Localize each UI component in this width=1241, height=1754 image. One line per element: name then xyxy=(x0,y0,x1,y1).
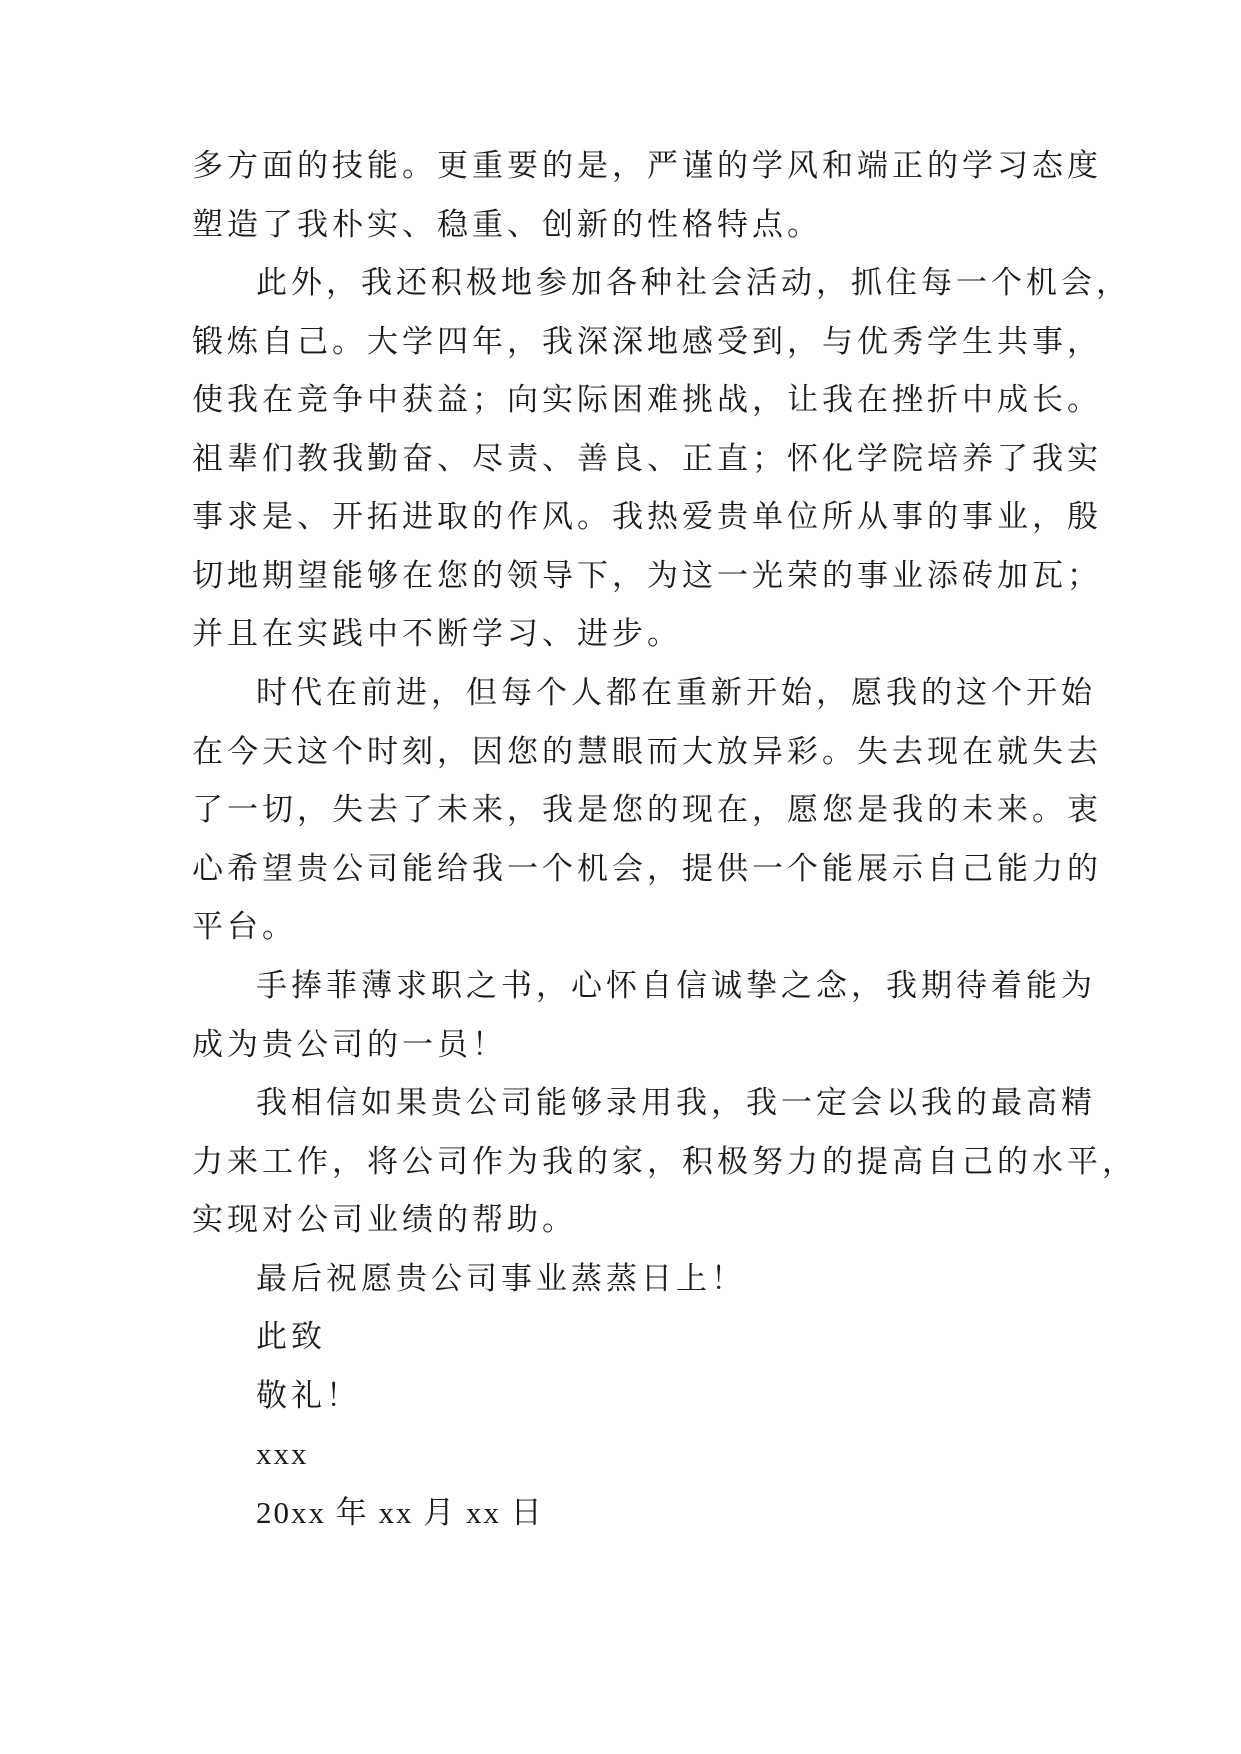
paragraph-line: 力来工作，将公司作为我的家，积极努力的提高自己的水平， xyxy=(192,1143,1137,1180)
paragraph-line: 锻炼自己。大学四年，我深深地感受到，与优秀学生共事， xyxy=(192,323,1102,360)
paragraph-line: 平台。 xyxy=(192,909,297,945)
date: 20xx 年 xx 月 xx 日 xyxy=(256,1495,544,1530)
paragraph-line: 了一切，失去了未来，我是您的现在，愿您是我的未来。衷 xyxy=(192,792,1102,828)
paragraph-line: 此外，我还积极地参加各种社会活动，抓住每一个机会， xyxy=(256,265,1131,301)
paragraph-4 xyxy=(192,957,1096,1074)
paragraph-line: 我相信如果贵公司能够录用我，我一定会以我的最高精 xyxy=(256,1085,1096,1121)
paragraph-line: 使我在竞争中获益；向实际困难挑战，让我在挫折中成长。 xyxy=(192,382,1102,418)
paragraph-5 xyxy=(192,1074,1137,1250)
paragraph-line: 实现对公司业绩的帮助。 xyxy=(192,1202,577,1238)
paragraph-line: 成为贵公司的一员！ xyxy=(192,1026,507,1063)
paragraph-line: 祖辈们教我勤奋、尽责、善良、正直；怀化学院培养了我实 xyxy=(192,440,1102,477)
paragraph-2 xyxy=(192,254,1131,664)
paragraph-line: 并且在实践中不断学习、进步。 xyxy=(192,616,682,652)
paragraph-3 xyxy=(192,664,1102,957)
paragraph-1 xyxy=(192,137,1102,254)
closing-regards: 敬礼！ xyxy=(256,1378,361,1414)
paragraph-line: 多方面的技能。更重要的是，严谨的学风和端正的学习态度 xyxy=(192,148,1102,184)
paragraph-line: 手捧菲薄求职之书，心怀自信诚挚之念，我期待着能为 xyxy=(256,968,1096,1004)
paragraph-line: 切地期望能够在您的领导下，为这一光荣的事业添砖加瓦； xyxy=(192,557,1102,594)
paragraph-line: 时代在前进，但每个人都在重新开始，愿我的这个开始 xyxy=(256,675,1096,711)
paragraph-line: 塑造了我朴实、稳重、创新的性格特点。 xyxy=(192,206,822,243)
paragraph-line: 事求是、开拓进取的作风。我热爱贵单位所从事的事业，殷 xyxy=(192,499,1102,535)
closing-wish: 最后祝愿贵公司事业蒸蒸日上！ xyxy=(256,1261,746,1297)
paragraph-line: 在今天这个时刻，因您的慧眼而大放异彩。失去现在就失去 xyxy=(192,733,1102,770)
signature: xxx xyxy=(256,1436,309,1471)
paragraph-line: 心希望贵公司能给我一个机会，提供一个能展示自己能力的 xyxy=(192,850,1102,887)
closing-salutation: 此致 xyxy=(256,1319,326,1355)
